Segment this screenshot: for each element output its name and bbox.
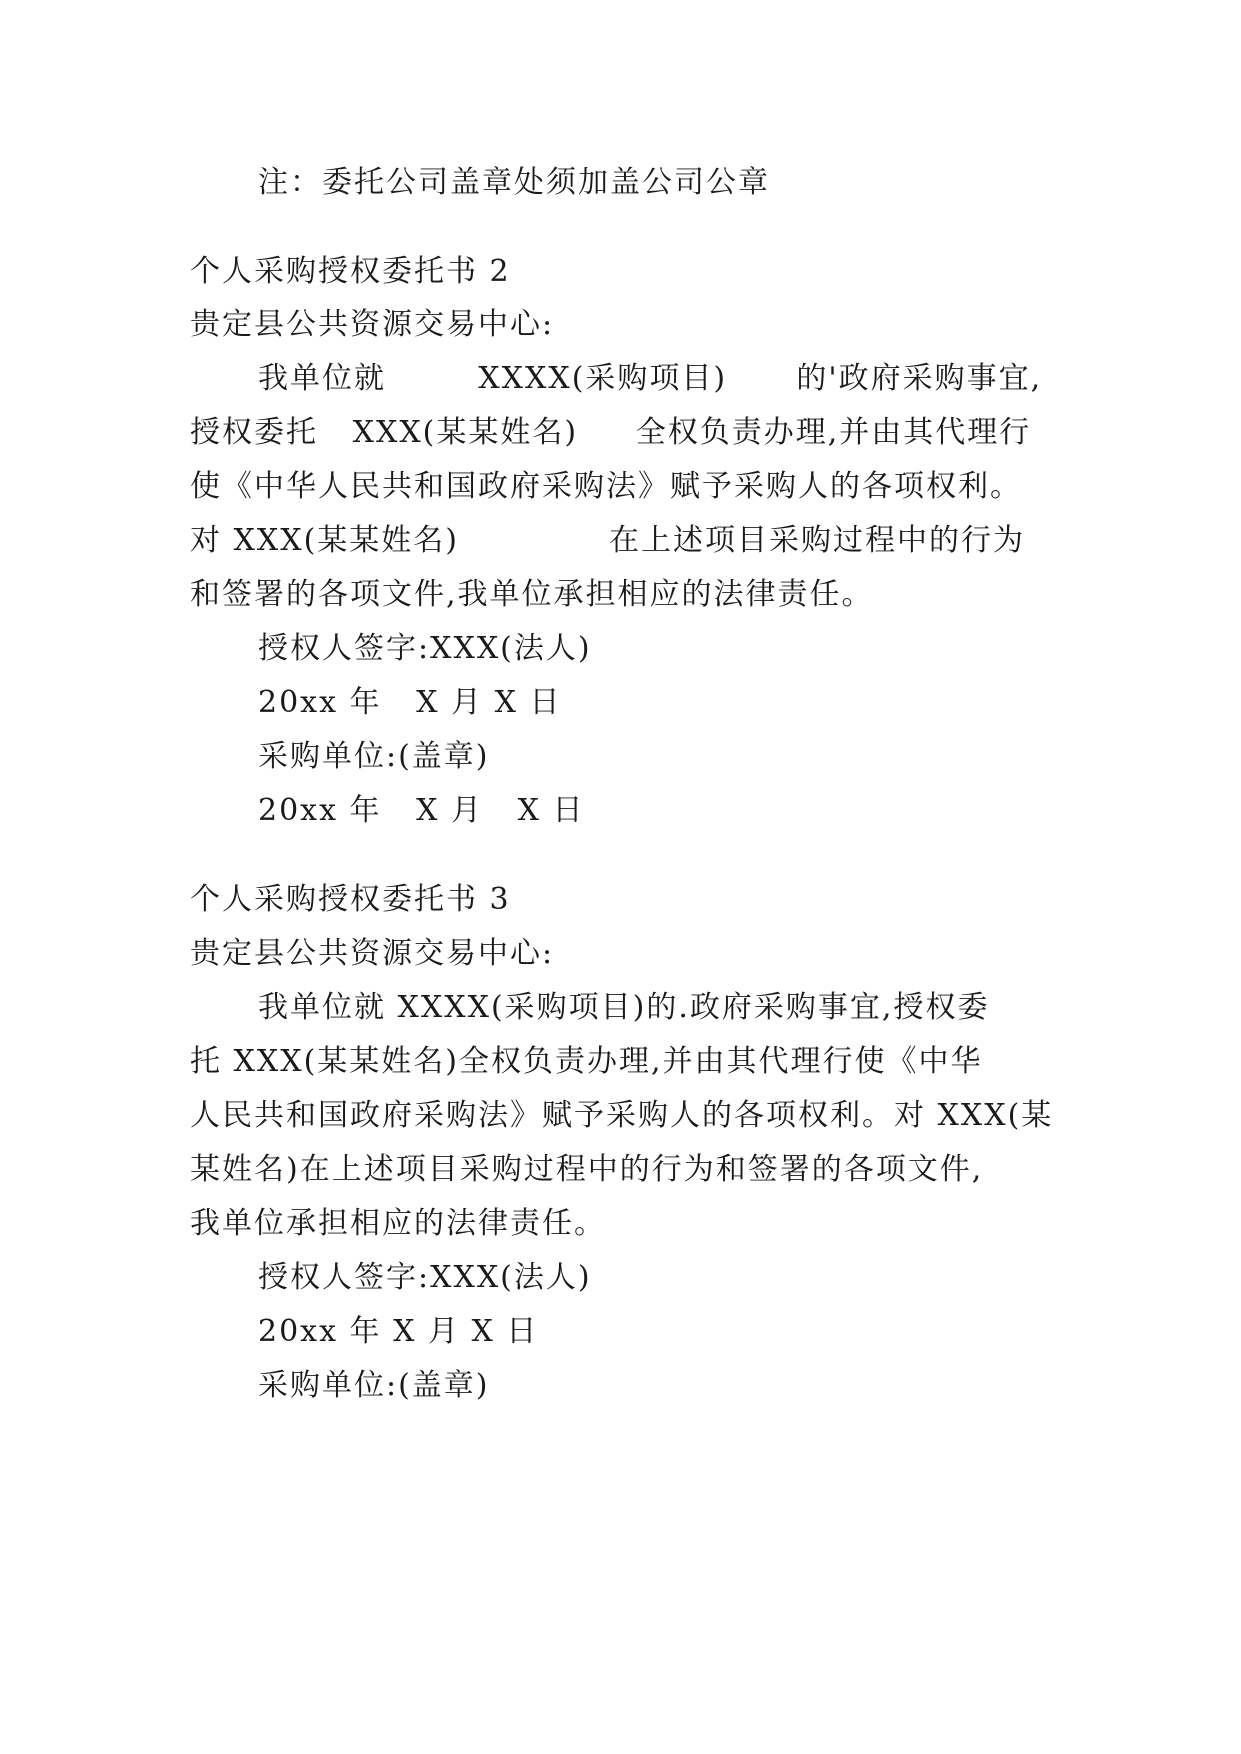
section-3-body-line-1: 我单位就 XXXX(采购项目)的.政府采购事宜,授权委 [258, 990, 990, 1025]
section-2-body-line-3: 使《中华人民共和国政府采购法》赋予采购人的各项权利。 [190, 469, 1022, 504]
section-3-signature: 授权人签字:XXX(法人) [258, 1260, 592, 1295]
section-2-body-line-1: 我单位就 XXXX(采购项目) 的'政府采购事宜, [258, 361, 1043, 396]
section-3-body-line-5: 我单位承担相应的法律责任。 [190, 1206, 606, 1241]
section-2-date-2: 20xx 年 X 月 X 日 [258, 793, 585, 828]
section-3-title: 个人采购授权委托书 3 [190, 882, 511, 917]
section-2-body-line-5: 和签署的各项文件,我单位承担相应的法律责任。 [190, 577, 874, 612]
section-2-body-line-2: 授权委托 XXX(某某姓名) 全权负责办理,并由其代理行 [190, 415, 1032, 450]
section-2-addressee: 贵定县公共资源交易中心: [190, 307, 555, 342]
section-2-unit: 采购单位:(盖章) [258, 739, 490, 774]
section-2-body-line-4: 对 XXX(某某姓名) 在上述项目采购过程中的行为 [190, 523, 1025, 558]
section-2-signature: 授权人签字:XXX(法人) [258, 631, 592, 666]
section-3-addressee: 贵定县公共资源交易中心: [190, 936, 555, 971]
section-3-date-1: 20xx 年 X 月 X 日 [258, 1314, 539, 1349]
section-3-body-line-2: 托 XXX(某某姓名)全权负责办理,并由其代理行使《中华 [190, 1044, 983, 1079]
note-text: 注：委托公司盖章处须加盖公司公章 [258, 165, 770, 200]
section-3-body-line-3: 人民共和国政府采购法》赋予采购人的各项权利。对 XXX(某 [190, 1098, 1054, 1133]
section-2-title: 个人采购授权委托书 2 [190, 254, 511, 289]
section-3-unit: 采购单位:(盖章) [258, 1368, 490, 1403]
section-2-date-1: 20xx 年 X 月 X 日 [258, 685, 562, 720]
section-3-body-line-4: 某姓名)在上述项目采购过程中的行为和签署的各项文件, [190, 1152, 984, 1187]
